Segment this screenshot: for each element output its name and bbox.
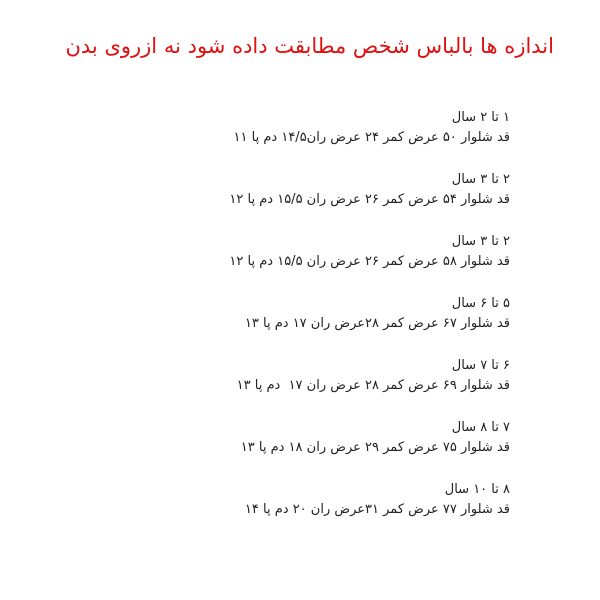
size-measurements: قد شلوار ۶۹ عرض کمر ۲۸ عرض ران ۱۷ دم پا ۱۳ bbox=[236, 378, 510, 393]
size-list bbox=[90, 108, 510, 542]
size-measurements: قد شلوار ۶۷ عرض کمر ۲۸عرض ران ۱۷ دم پا ۱۳ bbox=[244, 316, 510, 331]
size-entry bbox=[90, 480, 510, 542]
size-entry bbox=[90, 232, 510, 294]
size-age-range: ۱ تا ۲ سال bbox=[451, 110, 510, 125]
size-age-range: ۶ تا ۷ سال bbox=[451, 358, 510, 373]
size-entry bbox=[90, 108, 510, 170]
size-age-range: ۲ تا ۳ سال bbox=[451, 172, 510, 187]
size-age-range: ۷ تا ۸ سال bbox=[451, 420, 510, 435]
size-measurements: قد شلوار ۵۸ عرض کمر ۲۶ عرض ران ۱۵/۵ دم پا ۱۲ bbox=[229, 254, 510, 269]
size-guide-title: اندازه ها بالباس شخص مطابقت داده شود نه ازروی بدن bbox=[65, 34, 554, 58]
size-age-range: ۵ تا ۶ سال bbox=[451, 296, 510, 311]
size-measurements: قد شلوار ۷۷ عرض کمر ۳۱عرض ران ۲۰ دم پا ۱۴ bbox=[244, 502, 510, 517]
size-entry bbox=[90, 356, 510, 418]
size-age-range: ۸ تا ۱۰ سال bbox=[444, 482, 510, 497]
size-measurements: قد شلوار ۵۰ عرض کمر ۲۴ عرض ران۱۴/۵ دم پا ۱۱ bbox=[233, 130, 510, 145]
size-measurements: قد شلوار ۵۴ عرض کمر ۲۶ عرض ران ۱۵/۵ دم پا ۱۲ bbox=[229, 192, 510, 207]
size-measurements: قد شلوار ۷۵ عرض کمر ۲۹ عرض ران ۱۸ دم پا ۱۳ bbox=[240, 440, 510, 455]
size-entry bbox=[90, 418, 510, 480]
size-entry bbox=[90, 170, 510, 232]
size-entry bbox=[90, 294, 510, 356]
size-age-range: ۲ تا ۳ سال bbox=[451, 234, 510, 249]
